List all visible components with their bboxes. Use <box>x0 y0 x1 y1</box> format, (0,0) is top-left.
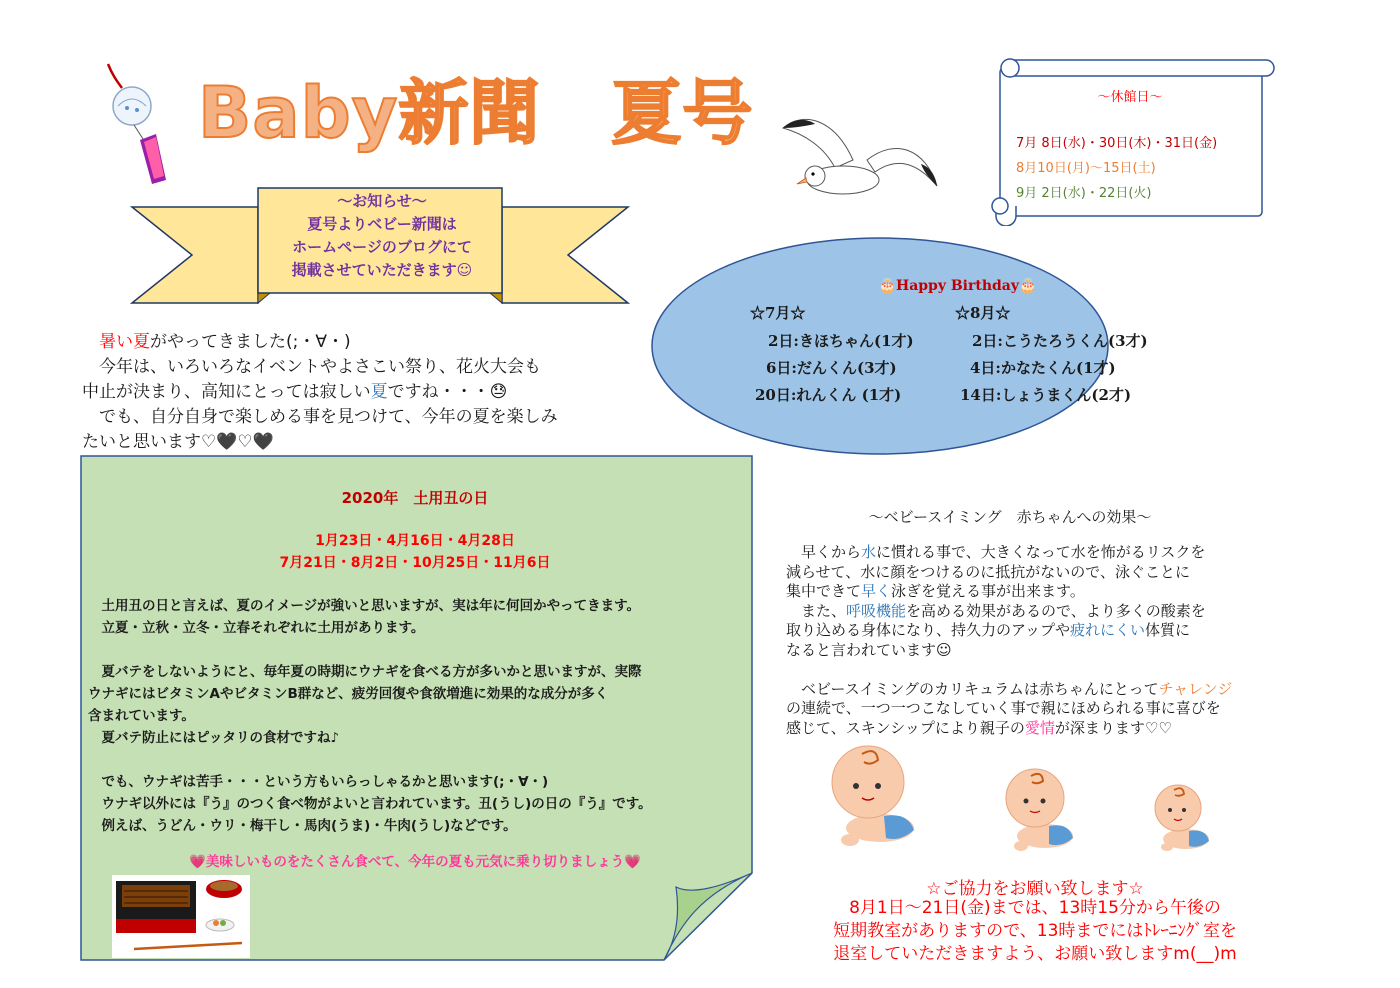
unagi-meal-icon <box>112 875 250 958</box>
swim-text: 泳ぎを覚える事が出来ます。 <box>891 582 1085 600</box>
swim-highlight: 水 <box>861 543 877 561</box>
swim-text: に慣れる事で、大きくなって水を怖がるリスクを <box>876 543 1206 561</box>
notice-line: 掲載させていただきます☺ <box>291 261 473 279</box>
swim-text: なると言われています☺ <box>786 640 952 659</box>
intro-highlight: 夏 <box>370 382 388 402</box>
cooperation-line: 8月1日～21日(金)までは、13時15分から午後の <box>849 898 1221 918</box>
intro-text: 中止が決まり、高知にとっては寂しい <box>82 382 371 402</box>
doyo-line: 夏バテ防止にはピッタリの食材ですね♪ <box>88 730 340 746</box>
notice-line: ～お知らせ～ <box>337 192 427 210</box>
swim-text: を高める効果があるので、より多くの酸素を <box>906 601 1206 620</box>
cooperation-line: 退室していただきますよう、お願い致しますm(__)m <box>833 944 1237 964</box>
doyo-line: 夏バテをしないようにと、毎年夏の時期にウナギを食べる方が多いかと思いますが、実際 <box>88 664 642 680</box>
intro-text: がやってきました(;・∀・) <box>150 332 351 352</box>
doyo-closing: 💗美味しいものをたくさん食べて、今年の夏も元気に乗り切りましょう💗 <box>189 854 641 870</box>
doyo-title: 2020年 土用丑の日 <box>341 489 489 507</box>
swim-text: 減らせて、水に顔をつけるのに抵抗がないので、泳ぐことに <box>786 562 1190 581</box>
intro-highlight: 暑い夏 <box>99 332 150 352</box>
swim-highlight: 疲れにくい <box>1069 621 1145 639</box>
crawling-baby-icon <box>1003 766 1077 852</box>
swim-text: ベビースイミングのカリキュラムは赤ちゃんにとって <box>786 679 1159 698</box>
swim-highlight: チャレンジ <box>1158 679 1233 698</box>
birthday-august-3: 14日:しょうまくん(2才) <box>960 386 1132 404</box>
crawling-baby-icon <box>828 742 920 848</box>
crawling-baby-icon <box>1152 782 1212 852</box>
doyo-line: 例えば、うどん・ウリ・梅干し・馬肉(うま)・牛肉(うし)などです。 <box>88 818 517 834</box>
swim-highlight: 呼吸機能 <box>846 601 907 620</box>
swimming-body <box>786 543 1256 738</box>
birthday-august-heading: ☆8月☆ <box>955 304 1011 322</box>
birthday-july-3: 20日:れんくん (1才) <box>755 386 902 404</box>
holiday-heading: ～休館日～ <box>1097 90 1163 105</box>
doyo-date-line: 7月21日・8月2日・10月25日・11月6日 <box>279 555 551 571</box>
birthday-title: 🎂Happy Birthday🎂 <box>878 278 1037 294</box>
wind-chime-icon <box>100 62 175 187</box>
doyo-body <box>88 595 748 837</box>
notice-line: ホームページのブログにて <box>292 238 472 256</box>
intro-text: 今年は、いろいろなイベントやよさこい祭り、花火大会も <box>82 357 541 377</box>
birthday-july-1: 2日:きほちゃん(1才) <box>768 332 914 350</box>
birthday-july-heading: ☆7月☆ <box>750 304 806 322</box>
newsletter-title: Baby新聞 夏号 <box>198 72 754 154</box>
birthday-august-2: 4日:かなたくん(1才) <box>970 359 1116 377</box>
swim-text: の連続で、一つ一つこなしていく事で親にほめられる事に喜びを <box>786 699 1221 717</box>
swim-text: 早くから <box>786 543 862 561</box>
intro-text: たいと思います♡🖤♡🖤 <box>82 432 274 452</box>
doyo-line: でも、ウナギは苦手・・・という方もいらっしゃるかと思います(;・∀・) <box>88 774 549 790</box>
cooperation-title: ☆ご協力をお願い致します☆ <box>926 879 1144 899</box>
notice-text <box>258 190 506 282</box>
doyo-line: 含まれています。 <box>88 708 195 724</box>
seagull-icon <box>775 108 945 218</box>
swim-text: 体質に <box>1144 621 1190 639</box>
doyo-line: ウナギにはビタミンAやビタミンB群など、疲労回復や食欲増進に効果的な成分が多く <box>88 686 609 702</box>
birthday-august-1: 2日:こうたろうくん(3才) <box>972 332 1148 350</box>
birthday-july-2: 6日:だんくん(3才) <box>766 359 897 377</box>
holiday-line-august: 8月10日(月)～15日(土) <box>1016 161 1156 176</box>
cooperation-body <box>775 897 1295 966</box>
intro-text: でも、自分自身で楽しめる事を見つけて、今年の夏を楽しみ <box>82 407 558 427</box>
swim-text: 取り込める身体になり、持久力のアップや <box>786 621 1070 639</box>
holiday-line-july: 7月 8日(水)・30日(木)・31日(金) <box>1016 136 1218 151</box>
doyo-line: ウナギ以外には『う』のつく食べ物がよいと言われています。丑(うし)の日の『う』です。 <box>88 796 652 812</box>
swim-text: 感じて、スキンシップにより親子の <box>786 718 1025 737</box>
swim-text: また、 <box>786 601 847 620</box>
notice-line: 夏号よりベビー新聞は <box>307 215 457 233</box>
intro-text: ですね・・・😓 <box>387 382 508 402</box>
holiday-line-september: 9月 2日(水)・22日(火) <box>1016 186 1152 201</box>
swim-highlight: 愛情 <box>1024 718 1055 737</box>
swim-text: 集中できて <box>786 582 862 600</box>
swim-highlight: 早く <box>861 582 892 600</box>
doyo-line: 土用丑の日と言えば、夏のイメージが強いと思いますが、実は年に何回かやってきます。 <box>88 598 641 614</box>
intro-paragraph <box>82 330 662 455</box>
swimming-title: ～ベビースイミング 赤ちゃんへの効果～ <box>868 508 1152 526</box>
doyo-line: 立夏・立秋・立冬・立春それぞれに土用があります。 <box>88 620 425 636</box>
doyo-dates <box>80 530 750 574</box>
swim-text: が深まります♡♡ <box>1054 718 1172 737</box>
cooperation-line: 短期教室がありますので、13時までにはﾄﾚｰﾆﾝｸﾞ室を <box>833 921 1237 941</box>
doyo-date-line: 1月23日・4月16日・4月28日 <box>315 533 515 549</box>
